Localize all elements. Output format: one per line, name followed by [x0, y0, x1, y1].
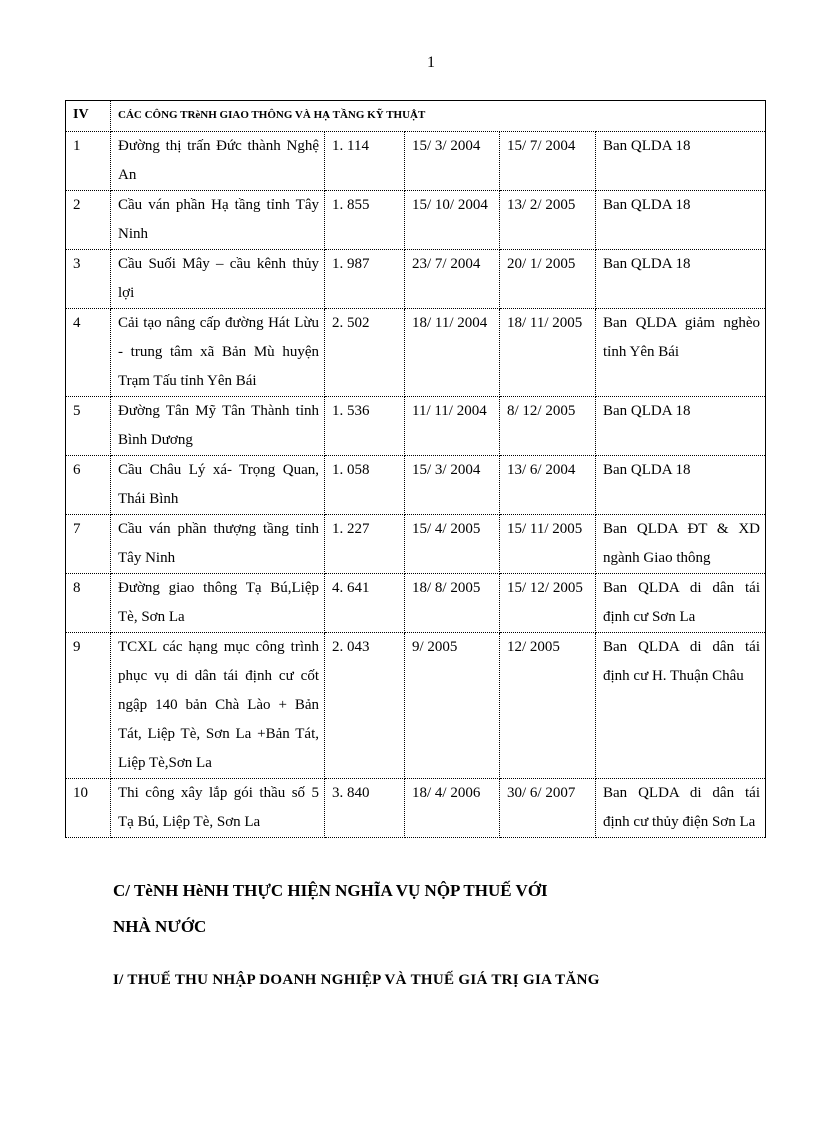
projects-table — [65, 100, 766, 838]
row-number: 5 — [66, 397, 111, 456]
end-date: 18/ 11/ 2005 — [500, 309, 596, 397]
project-owner: Ban QLDA 18 — [596, 397, 766, 456]
row-number: 7 — [66, 515, 111, 574]
end-date: 15/ 12/ 2005 — [500, 574, 596, 633]
start-date: 23/ 7/ 2004 — [405, 250, 500, 309]
project-value: 1. 058 — [325, 456, 405, 515]
start-date: 15/ 10/ 2004 — [405, 191, 500, 250]
row-number: 8 — [66, 574, 111, 633]
row-number: 10 — [66, 779, 111, 838]
project-owner: Ban QLDA ĐT & XD ngành Giao thông — [596, 515, 766, 574]
project-owner: Ban QLDA di dân tái định cư H. Thuận Châu — [596, 633, 766, 779]
table-header-row — [66, 101, 766, 132]
project-owner: Ban QLDA 18 — [596, 191, 766, 250]
project-name: Thi công xây lắp gói thầu số 5 Tạ Bú, Liệp Tè, Sơn La — [111, 779, 325, 838]
project-value: 1. 227 — [325, 515, 405, 574]
project-name: Cầu Suối Mây – cầu kênh thủy lợi — [111, 250, 325, 309]
project-value: 1. 987 — [325, 250, 405, 309]
end-date: 15/ 7/ 2004 — [500, 132, 596, 191]
start-date: 11/ 11/ 2004 — [405, 397, 500, 456]
end-date: 20/ 1/ 2005 — [500, 250, 596, 309]
project-name: Cầu Châu Lý xá- Trọng Quan, Thái Bình — [111, 456, 325, 515]
project-value: 2. 043 — [325, 633, 405, 779]
project-value: 1. 855 — [325, 191, 405, 250]
project-name: Cầu ván phần thượng tầng tỉnh Tây Ninh — [111, 515, 325, 574]
project-name: Cầu ván phần Hạ tầng tỉnh Tây Ninh — [111, 191, 325, 250]
table-row — [66, 250, 766, 309]
page-number: 1 — [427, 54, 435, 71]
project-name: TCXL các hạng mục công trình phục vụ di dân tái định cư cốt ngập 140 bản Chà Lào + Bản Tát, Liệp Tè, Sơn La +Bản Tát, Liệp Tè,Sơn La — [111, 633, 325, 779]
end-date: 13/ 2/ 2005 — [500, 191, 596, 250]
project-value: 4. 641 — [325, 574, 405, 633]
tax-section-title — [113, 873, 548, 945]
table-row — [66, 132, 766, 191]
project-owner: Ban QLDA di dân tái định cư Sơn La — [596, 574, 766, 633]
project-value: 1. 536 — [325, 397, 405, 456]
row-number: 3 — [66, 250, 111, 309]
table-row — [66, 779, 766, 838]
table-row — [66, 191, 766, 250]
start-date: 15/ 4/ 2005 — [405, 515, 500, 574]
end-date: 8/ 12/ 2005 — [500, 397, 596, 456]
project-name: Đường giao thông Tạ Bú,Liệp Tè, Sơn La — [111, 574, 325, 633]
tax-section-title-line2: NHÀ NƯỚC — [113, 917, 207, 936]
project-owner: Ban QLDA 18 — [596, 456, 766, 515]
project-owner: Ban QLDA 18 — [596, 132, 766, 191]
start-date: 15/ 3/ 2004 — [405, 132, 500, 191]
section-heading: CÁC CÔNG TRèNH GIAO THÔNG VÀ HẠ TẦNG KỸ THUẬT — [111, 101, 766, 132]
project-value: 1. 114 — [325, 132, 405, 191]
row-number: 1 — [66, 132, 111, 191]
end-date: 15/ 11/ 2005 — [500, 515, 596, 574]
start-date: 18/ 8/ 2005 — [405, 574, 500, 633]
table-row — [66, 574, 766, 633]
project-owner: Ban QLDA 18 — [596, 250, 766, 309]
start-date: 15/ 3/ 2004 — [405, 456, 500, 515]
table-row — [66, 397, 766, 456]
start-date: 18/ 4/ 2006 — [405, 779, 500, 838]
section-number: IV — [66, 101, 111, 132]
project-owner: Ban QLDA di dân tái định cư thủy điện Sơn La — [596, 779, 766, 838]
end-date: 12/ 2005 — [500, 633, 596, 779]
project-name: Đường thị trấn Đức thành Nghệ An — [111, 132, 325, 191]
tax-section-title-line1: C/ TèNH HèNH THỰC HIỆN NGHĨA VỤ NỘP THUẾ VỚI — [113, 881, 548, 900]
table-row — [66, 515, 766, 574]
row-number: 4 — [66, 309, 111, 397]
row-number: 6 — [66, 456, 111, 515]
end-date: 30/ 6/ 2007 — [500, 779, 596, 838]
start-date: 9/ 2005 — [405, 633, 500, 779]
table-row — [66, 456, 766, 515]
row-number: 9 — [66, 633, 111, 779]
table-row — [66, 309, 766, 397]
project-name: Cải tạo nâng cấp đường Hát Lừu - trung tâm xã Bản Mù huyện Trạm Tấu tỉnh Yên Bái — [111, 309, 325, 397]
start-date: 18/ 11/ 2004 — [405, 309, 500, 397]
table-row — [66, 633, 766, 779]
project-owner: Ban QLDA giảm nghèo tỉnh Yên Bái — [596, 309, 766, 397]
project-value: 2. 502 — [325, 309, 405, 397]
project-value: 3. 840 — [325, 779, 405, 838]
project-name: Đường Tân Mỹ Tân Thành tỉnh Bình Dương — [111, 397, 325, 456]
tax-subsection-title: I/ THUẾ THU NHẬP DOANH NGHIỆP VÀ THUẾ GIÁ TRỊ GIA TĂNG — [113, 972, 600, 988]
end-date: 13/ 6/ 2004 — [500, 456, 596, 515]
row-number: 2 — [66, 191, 111, 250]
